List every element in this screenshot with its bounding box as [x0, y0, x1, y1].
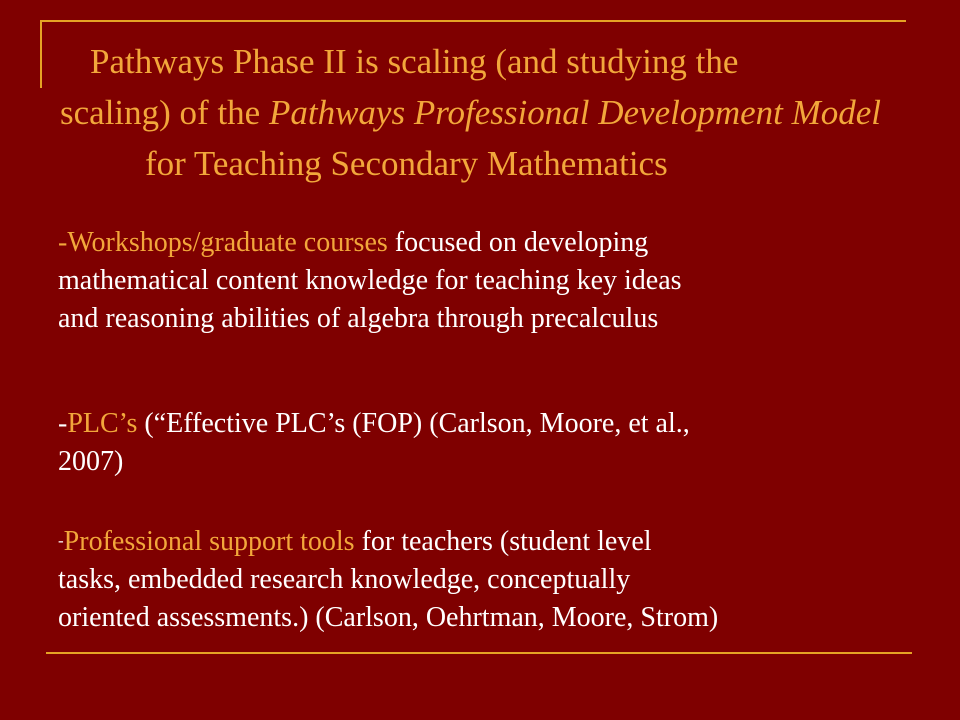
bullet-text: focused on developing — [387, 227, 649, 258]
bullet-workshops — [58, 224, 682, 338]
bullet-dash: - — [58, 531, 64, 550]
bullet-plc-line-1 — [58, 405, 690, 443]
bullet-workshops-line-2: mathematical content knowledge for teaching key ideas — [58, 265, 682, 296]
bullet-dash: - — [58, 408, 68, 439]
title-line-3: for Teaching Secondary Mathematics — [145, 144, 668, 183]
bullet-support-tools-line-2: tasks, embedded research knowledge, conceptually — [58, 564, 631, 595]
model-name: Pathways Professional Development Model — [268, 93, 882, 132]
title-line-1: Pathways Phase II is scaling (and studying the — [90, 42, 739, 81]
bullet-workshops-line-3: and reasoning abilities of algebra through precalculus — [58, 303, 659, 334]
bullet-plc-line-2: 2007) — [58, 446, 124, 477]
bullet-highlight: Workshops/graduate courses — [67, 227, 388, 258]
top-rule — [40, 20, 906, 22]
bullet-highlight: Professional support tools — [63, 526, 355, 557]
bullet-dash: - — [58, 227, 68, 258]
bullet-plc — [58, 405, 690, 481]
left-rule — [40, 20, 42, 88]
bullet-text: for teachers (student level — [354, 526, 652, 557]
bullet-highlight: PLC’s — [67, 408, 138, 439]
bullet-support-tools — [58, 522, 718, 637]
title-line-2-text: scaling) of the — [60, 93, 269, 132]
bullet-support-tools-line-3: oriented assessments.) (Carlson, Oehrtman, Moore, Strom) — [58, 602, 719, 633]
bullet-text: (“Effective PLC’s (FOP) (Carlson, Moore, et al., — [137, 408, 690, 439]
bullet-workshops-line-1 — [58, 224, 682, 262]
title-line-2 — [60, 91, 881, 135]
bullet-support-tools-line-1 — [58, 522, 718, 561]
bottom-rule — [46, 652, 912, 654]
